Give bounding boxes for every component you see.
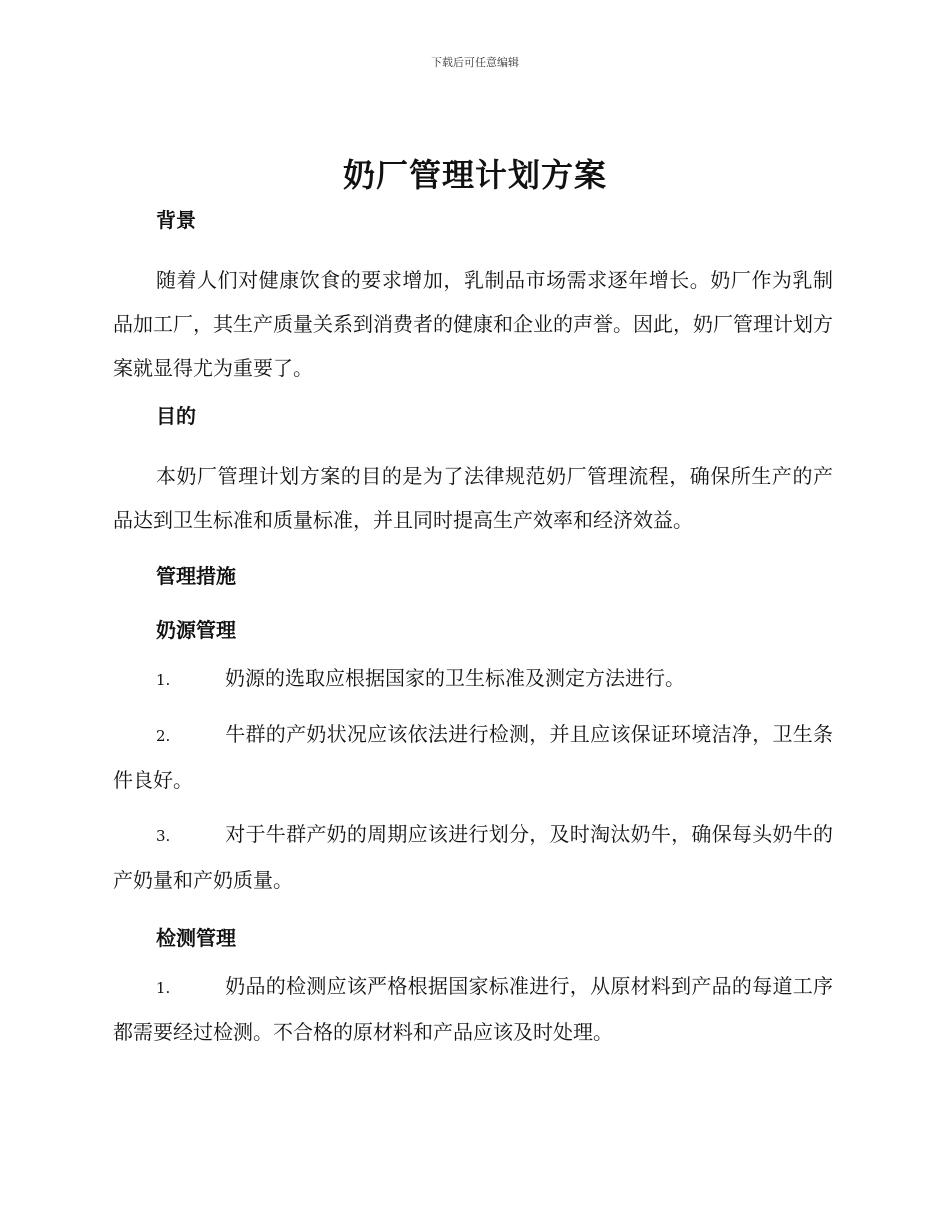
list-item: [113, 812, 833, 902]
list-item-text: 奶品的检测应该严格根据国家标准进行，从原材料到产品的每道工序都需要经过检测。不合格的原材料和产品应该及时处理。: [113, 974, 833, 1044]
section-heading-milk-source: 奶源管理: [156, 618, 236, 642]
section-heading-purpose: 目的: [156, 404, 196, 428]
list-item-text: 牛群的产奶状况应该依法进行检测，并且应该保证环境洁净，卫生条件良好。: [113, 722, 833, 792]
section-heading-measures: 管理措施: [156, 564, 236, 588]
purpose-paragraph: 本奶厂管理计划方案的目的是为了法律规范奶厂管理流程，确保所生产的产品达到卫生标准和质量标准，并且同时提高生产效率和经济效益。: [113, 464, 833, 532]
section-heading-background: 背景: [156, 208, 196, 232]
list-item-number: 1.: [156, 671, 171, 689]
list-item-text: 对于牛群产奶的周期应该进行划分，及时淘汰奶牛，确保每头奶牛的产奶量和产奶质量。: [113, 822, 833, 892]
page-header-note: 下载后可任意编辑: [431, 56, 519, 69]
list-item: [113, 656, 833, 702]
document-title: 奶厂管理计划方案: [342, 156, 607, 194]
list-item-number: 2.: [156, 727, 171, 745]
list-item-number: 1.: [156, 979, 171, 997]
background-paragraph: 随着人们对健康饮食的要求增加，乳制品市场需求逐年增长。奶厂作为乳制品加工厂，其生产质量关系到消费者的健康和企业的声誉。因此，奶厂管理计划方案就显得尤为重要了。: [113, 268, 833, 380]
list-item-text: 奶源的选取应根据国家的卫生标准及测定方法进行。: [225, 666, 685, 690]
list-item-number: 3.: [156, 827, 171, 845]
section-heading-inspection: 检测管理: [156, 926, 236, 950]
list-item: [113, 712, 833, 802]
document-body: [113, 204, 833, 1054]
list-item: [113, 964, 833, 1054]
